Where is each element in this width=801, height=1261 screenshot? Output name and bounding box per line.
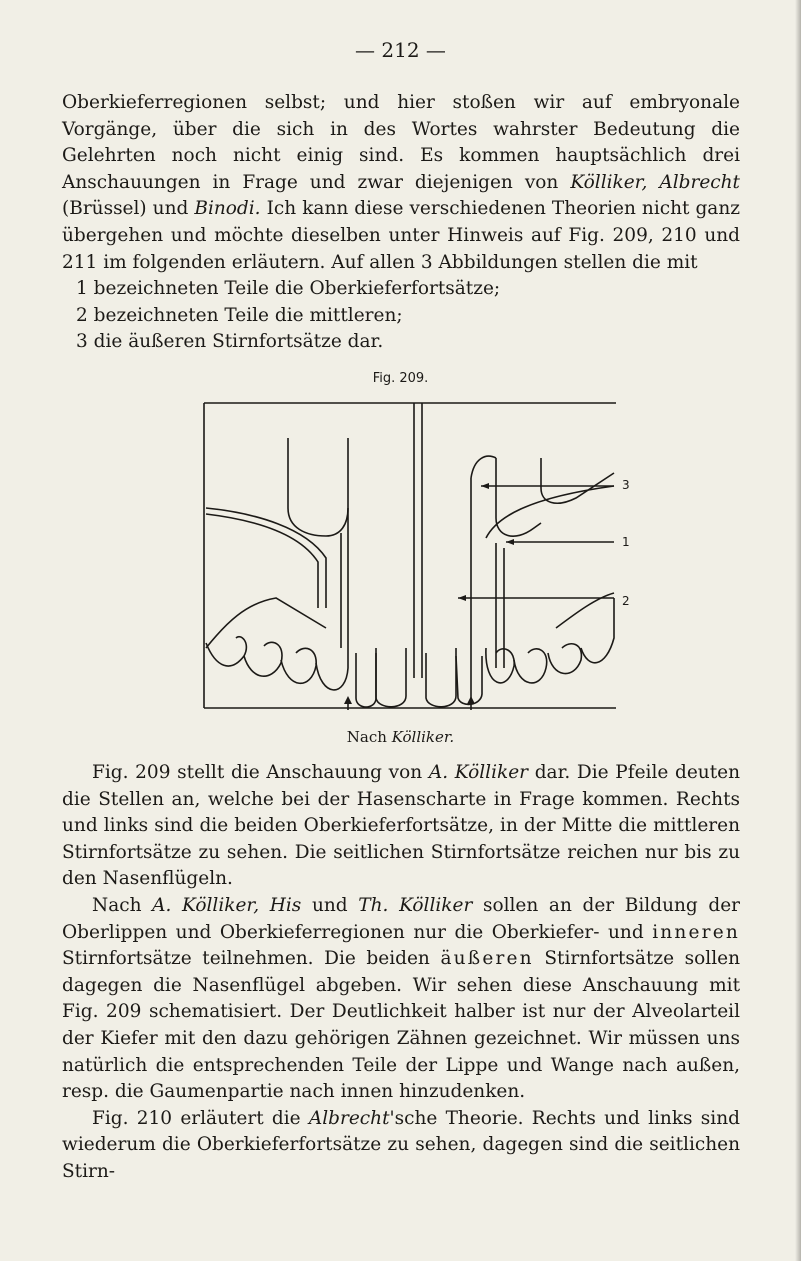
text: Ich kann diese verschiedenen Theorien nicht ganz übergehen und möchte dieselben unter Hinweis auf Fig. 209, 210 und 211 im folgenden erläutern. Auf allen 3 Abbildungen stellen die mit bbox=[62, 198, 741, 273]
figure-number-label: 1 bbox=[622, 535, 630, 549]
paragraph-body bbox=[62, 760, 740, 1186]
author-name: Th. Kölliker bbox=[358, 894, 473, 916]
text: sche Theorie. Rechts und links sind wiederum die Oberkieferfortsätze zu sehen, dagegen sind die seitlichen Stirn- bbox=[62, 1107, 740, 1182]
figure-number-label: 3 bbox=[622, 478, 630, 492]
text: Stirnfortsätze teilnehmen. Die beiden bbox=[62, 948, 441, 970]
figure-209 bbox=[196, 398, 636, 716]
caption-text: Nach bbox=[346, 728, 392, 746]
text: dar. Die Pfeile deuten die Stellen an, welche bei der Hasenscharte in Frage kommen. Rechts und links sind die beiden Oberkieferfortsätze, in der Mitte die mittleren Stirnfortsätze zu sehen. Die seitlichen Stirnfortsätze reichen nur bis zu den Nasenflügeln. bbox=[62, 762, 741, 890]
text: (Brüssel) und bbox=[62, 198, 195, 220]
text: Nach bbox=[92, 894, 153, 916]
jaw-schematic-drawing bbox=[196, 398, 636, 716]
figure-caption bbox=[0, 728, 801, 746]
author-name: Binodi. bbox=[194, 198, 261, 220]
figure-number-label: 2 bbox=[622, 594, 630, 608]
text: Stirnfortsätze sollen dagegen die Nasenflügel abgeben. Wir sehen diese Anschauung mit Fig. 209 schematisiert. Der Deutlichkeit halber ist nur der Alveolarteil der Kiefer mit den dazu gehörigen Zähnen gezeichnet. Wir müssen uns natürlich die entsprechenden Teile der Lippe und Wange nach außen, resp. die Gaumenpartie nach innen hinzudenken. bbox=[62, 948, 740, 1103]
author-name: Kölliker, Albrecht bbox=[570, 171, 740, 193]
paragraph-intro bbox=[62, 90, 740, 356]
author-name: A. Kölliker bbox=[428, 762, 529, 783]
author-name: Albrecht' bbox=[308, 1107, 395, 1129]
text: sollen an der Bildung der Oberlippen und Oberkieferregionen nur die Oberkiefer- und bbox=[62, 894, 741, 943]
list-item: 2 bezeichneten Teile die mittleren; bbox=[76, 304, 403, 326]
page-number: — 212 — bbox=[355, 38, 446, 62]
text: und bbox=[301, 894, 359, 916]
spaced-word: inneren bbox=[652, 921, 740, 943]
text: Fig. 209 stellt die Anschauung von bbox=[92, 762, 429, 783]
caption-author: Kölliker. bbox=[391, 728, 455, 746]
page-edge-shadow bbox=[795, 0, 801, 1261]
text: Oberkieferregionen selbst; und hier stoßen wir auf embryonale Vorgänge, über die sich in des Wortes wahrster Bedeutung die Gelehrten noch nicht einig sind. Es kommen hauptsächlich drei Anschauungen in Frage und zwar diejenigen von bbox=[62, 92, 740, 193]
list-item: 3 die äußeren Stirnfortsätze dar. bbox=[76, 331, 384, 353]
list-item: 1 bezeichneten Teile die Oberkieferfortsätze; bbox=[76, 278, 501, 300]
author-name: A. Kölliker, His bbox=[152, 894, 302, 916]
figure-label: Fig. 209. bbox=[372, 371, 429, 386]
spaced-word: äußeren bbox=[440, 948, 534, 970]
text: Fig. 210 erläutert die bbox=[92, 1107, 309, 1129]
